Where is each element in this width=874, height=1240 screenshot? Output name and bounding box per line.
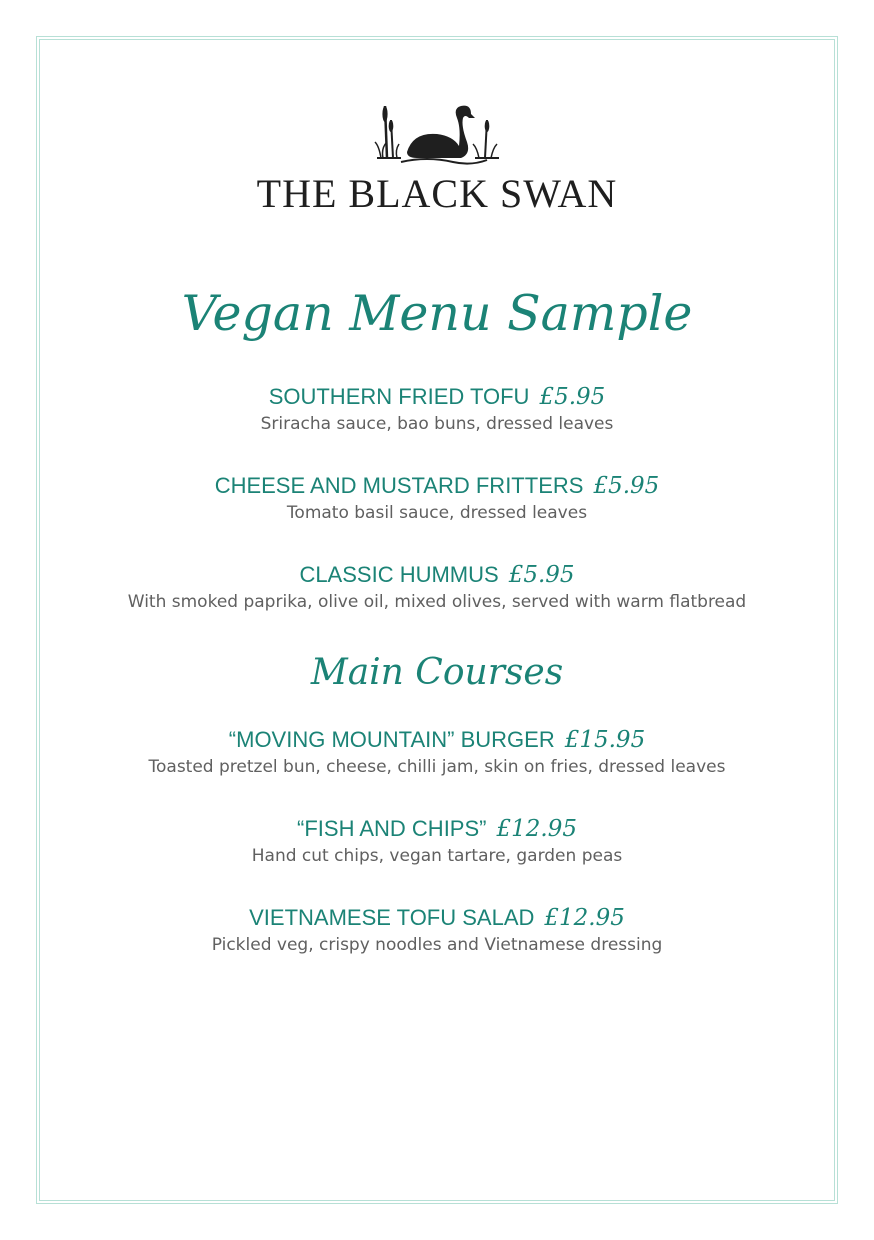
item-name: CLASSIC HUMMUS (299, 562, 499, 587)
swan-icon (357, 98, 517, 168)
logo (0, 98, 874, 168)
item-name: VIETNAMESE TOFU SALAD (249, 905, 535, 930)
item-name: “FISH AND CHIPS” (297, 816, 487, 841)
item-description: Hand cut chips, vegan tartare, garden peas (251, 846, 623, 866)
menu-item (0, 383, 874, 436)
item-price: £5.95 (508, 562, 575, 588)
item-price: £5.95 (539, 384, 606, 410)
item-price: £12.95 (544, 905, 625, 931)
item-description: Tomato basil sauce, dressed leaves (286, 503, 588, 523)
menu-item (0, 472, 874, 525)
menu-item (0, 815, 874, 868)
item-name: SOUTHERN FRIED TOFU (268, 384, 530, 409)
page-title: Vegan Menu Sample (181, 285, 693, 342)
menu-item (0, 726, 874, 779)
menu-item (0, 561, 874, 614)
item-name: CHEESE AND MUSTARD FRITTERS (214, 473, 584, 498)
item-description: Sriracha sauce, bao buns, dressed leaves (260, 414, 614, 434)
section-heading-main-courses: Main Courses (310, 652, 564, 693)
item-description: Pickled veg, crispy noodles and Vietnamese dressing (211, 935, 663, 955)
item-description: Toasted pretzel bun, cheese, chilli jam, skin on fries, dressed leaves (148, 757, 726, 777)
item-price: £12.95 (496, 816, 577, 842)
item-description: With smoked paprika, olive oil, mixed olives, served with warm flatbread (127, 592, 747, 612)
item-price: £5.95 (593, 473, 660, 499)
brand-name: THE BLACK SWAN (256, 171, 618, 216)
item-price: £15.95 (564, 727, 646, 753)
menu-item (0, 904, 874, 957)
item-name: “MOVING MOUNTAIN” BURGER (228, 727, 555, 752)
